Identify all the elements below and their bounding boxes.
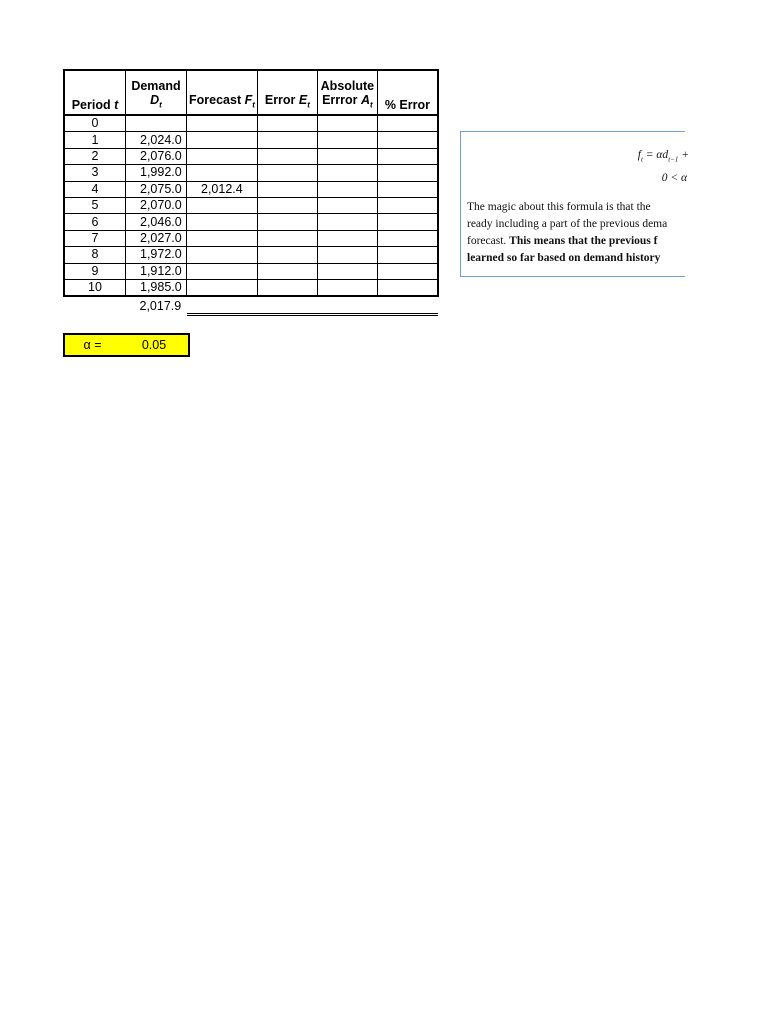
cell-error[interactable] — [257, 148, 317, 164]
cell-demand[interactable]: 2,046.0 — [126, 214, 187, 230]
cell-period[interactable]: 2 — [64, 148, 126, 164]
cell-demand[interactable]: 1,912.0 — [126, 263, 187, 279]
cell-demand[interactable]: 1,972.0 — [126, 247, 187, 263]
cell-absolute-error[interactable] — [317, 165, 377, 181]
cell-demand[interactable]: 2,075.0 — [126, 181, 187, 197]
header-percent-error[interactable]: % Error — [377, 70, 438, 115]
cell-percent-error[interactable] — [377, 247, 438, 263]
snippet-line-1: The magic about this formula is that the — [467, 201, 651, 213]
cell-absolute-error[interactable] — [317, 148, 377, 164]
cell-error[interactable] — [257, 279, 317, 296]
table-row — [64, 197, 438, 213]
cell-forecast[interactable] — [187, 148, 258, 164]
total-underline-cell — [317, 296, 377, 315]
header-demand[interactable]: Demand $D_t$ — [126, 70, 187, 115]
table-row — [64, 132, 438, 148]
table-row — [64, 181, 438, 197]
total-underline-cell — [257, 296, 317, 315]
table-row — [64, 279, 438, 296]
table-row — [64, 148, 438, 164]
cell-error[interactable] — [257, 197, 317, 213]
table-row — [64, 165, 438, 181]
table-row — [64, 247, 438, 263]
cell-period[interactable]: 6 — [64, 214, 126, 230]
cell-period[interactable]: 7 — [64, 230, 126, 246]
formula-line-1: $f_t = \alpha d_{t-1}$ + — [637, 149, 689, 164]
cell-demand[interactable]: 2,070.0 — [126, 197, 187, 213]
cell-absolute-error[interactable] — [317, 197, 377, 213]
cell-forecast[interactable] — [187, 214, 258, 230]
cell-period[interactable]: 1 — [64, 132, 126, 148]
cell-absolute-error[interactable] — [317, 115, 377, 132]
cell-demand[interactable] — [126, 115, 187, 132]
cell-error[interactable] — [257, 214, 317, 230]
cell-period[interactable]: 3 — [64, 165, 126, 181]
snippet-line-2: ready including a part of the previous dema — [467, 218, 668, 230]
cell-error[interactable] — [257, 132, 317, 148]
total-underline-cell — [377, 296, 438, 315]
snippet-line-3: forecast. This means that the previous f — [467, 235, 658, 247]
cell-percent-error[interactable] — [377, 214, 438, 230]
cell-demand[interactable]: 1,992.0 — [126, 165, 187, 181]
cell-absolute-error[interactable] — [317, 214, 377, 230]
total-row — [64, 296, 438, 315]
header-forecast[interactable]: Forecast $F_t$ — [187, 70, 258, 115]
cell-absolute-error[interactable] — [317, 132, 377, 148]
cell-forecast[interactable]: 2,012.4 — [187, 181, 258, 197]
cell-error[interactable] — [257, 230, 317, 246]
cell-absolute-error[interactable] — [317, 247, 377, 263]
smoothing-formula — [638, 146, 689, 188]
cell-forecast[interactable] — [187, 279, 258, 296]
cell-forecast[interactable] — [187, 247, 258, 263]
alpha-label: α = — [83, 338, 102, 352]
cell-percent-error[interactable] — [377, 230, 438, 246]
cell-error[interactable] — [257, 181, 317, 197]
header-error[interactable]: Error $E_t$ — [257, 70, 317, 115]
table-row — [64, 115, 438, 132]
cell-absolute-error[interactable] — [317, 279, 377, 296]
header-period[interactable]: Period t — [64, 70, 126, 115]
cell-period[interactable]: 0 — [64, 115, 126, 132]
formula-line-2: 0 < α — [661, 172, 687, 185]
cell-percent-error[interactable] — [377, 148, 438, 164]
table-row — [64, 214, 438, 230]
cell-percent-error[interactable] — [377, 132, 438, 148]
alpha-value[interactable]: 0.05 — [141, 338, 167, 352]
forecast-table — [63, 69, 439, 316]
cell-forecast[interactable] — [187, 197, 258, 213]
cell-percent-error[interactable] — [377, 181, 438, 197]
cell-demand[interactable]: 2,076.0 — [126, 148, 187, 164]
table-header-row — [64, 70, 438, 115]
cell-forecast[interactable] — [187, 230, 258, 246]
cell-period[interactable]: 10 — [64, 279, 126, 296]
cell-absolute-error[interactable] — [317, 263, 377, 279]
cell-absolute-error[interactable] — [317, 181, 377, 197]
cell-demand[interactable]: 2,027.0 — [126, 230, 187, 246]
cell-demand[interactable]: 2,024.0 — [126, 132, 187, 148]
cell-percent-error[interactable] — [377, 279, 438, 296]
table-body — [64, 115, 438, 315]
cell-demand[interactable]: 1,985.0 — [126, 279, 187, 296]
snippet-paragraph — [467, 199, 767, 267]
cell-forecast[interactable] — [187, 132, 258, 148]
cell-error[interactable] — [257, 247, 317, 263]
formula-snippet-image — [460, 131, 689, 277]
cell-error[interactable] — [257, 263, 317, 279]
table-row — [64, 230, 438, 246]
cell-percent-error[interactable] — [377, 197, 438, 213]
cell-error[interactable] — [257, 165, 317, 181]
cell-forecast[interactable] — [187, 115, 258, 132]
cell-percent-error[interactable] — [377, 165, 438, 181]
table-row — [64, 263, 438, 279]
snippet-line-4: learned so far based on demand history — [467, 252, 661, 264]
cell-forecast[interactable] — [187, 263, 258, 279]
cell-error[interactable] — [257, 115, 317, 132]
total-blank-cell — [64, 296, 126, 315]
cell-period[interactable]: 8 — [64, 247, 126, 263]
cell-period[interactable]: 9 — [64, 263, 126, 279]
cell-period[interactable]: 5 — [64, 197, 126, 213]
cell-absolute-error[interactable] — [317, 230, 377, 246]
cell-period[interactable]: 4 — [64, 181, 126, 197]
total-underline-cell — [187, 296, 258, 315]
alpha-cell[interactable] — [63, 333, 190, 357]
cell-forecast[interactable] — [187, 165, 258, 181]
cell-percent-error[interactable] — [377, 115, 438, 132]
cell-percent-error[interactable] — [377, 263, 438, 279]
header-absolute-error[interactable]: Absolute Errror $A_t$ — [317, 70, 377, 115]
demand-average-cell[interactable]: 2,017.9 — [139, 298, 182, 313]
